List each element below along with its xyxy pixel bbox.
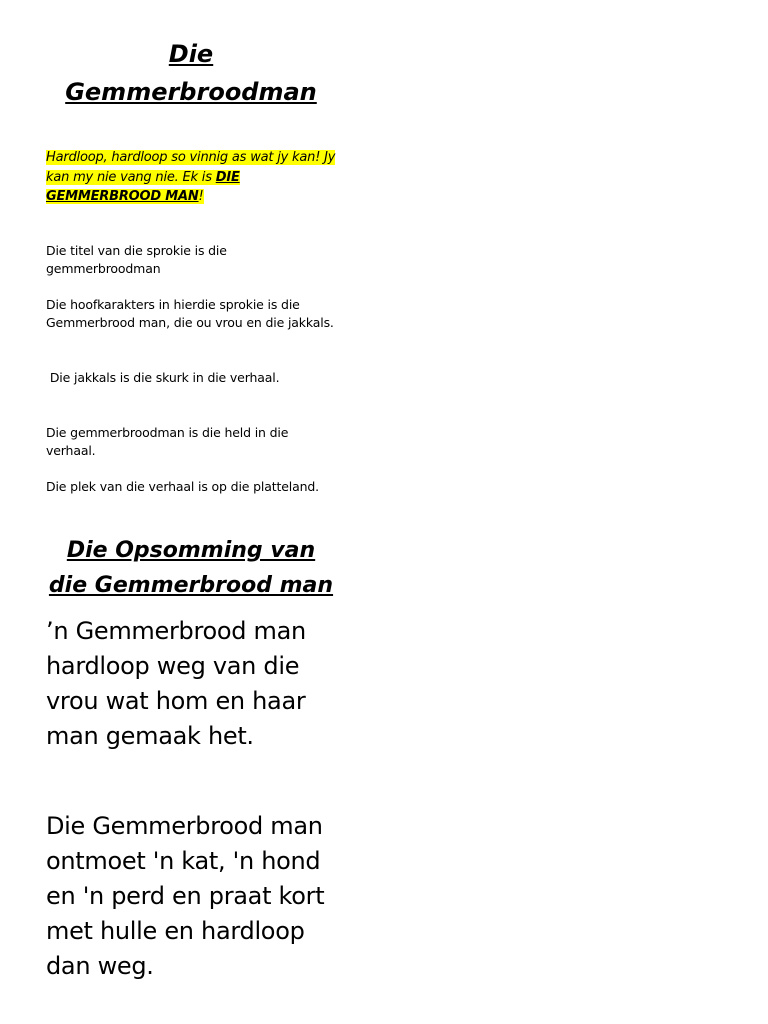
intro-text-before: Hardloop, hardloop so vinnig as wat jy kan! Jy kan my nie vang nie. Ek is [46, 150, 336, 185]
summary-heading: Die Opsomming van die Gemmerbrood man [48, 538, 334, 598]
intro-highlight [46, 150, 335, 204]
fact-title: Die titel van die sprokie is die gemmerbroodman [46, 243, 227, 276]
summary-paragraph: Die Gemmerbrood man ontmoet 'n kat, 'n hond en 'n perd en praat kort met hulle en hardloop dan weg. [46, 812, 325, 980]
intro-emphasis: DIE GEMMERBROOD MAN [46, 169, 240, 204]
intro-text-after: ! [198, 189, 204, 204]
page-title: Die Gemmerbroodman [65, 40, 317, 106]
fact-villain: Die jakkals is die skurk in die verhaal. [46, 370, 280, 385]
summary-paragraph: ’n Gemmerbrood man hardloop weg van die vrou wat hom en haar man gemaak het. [46, 617, 306, 750]
intro-quote [46, 148, 336, 207]
fact-setting: Die plek van die verhaal is op die platteland. [46, 479, 320, 494]
fact-hero: Die gemmerbroodman is die held in die verhaal. [46, 425, 289, 458]
fact-main-characters: Die hoofkarakters in hierdie sprokie is die Gemmerbrood man, die ou vrou en die jakkals. [46, 297, 334, 330]
